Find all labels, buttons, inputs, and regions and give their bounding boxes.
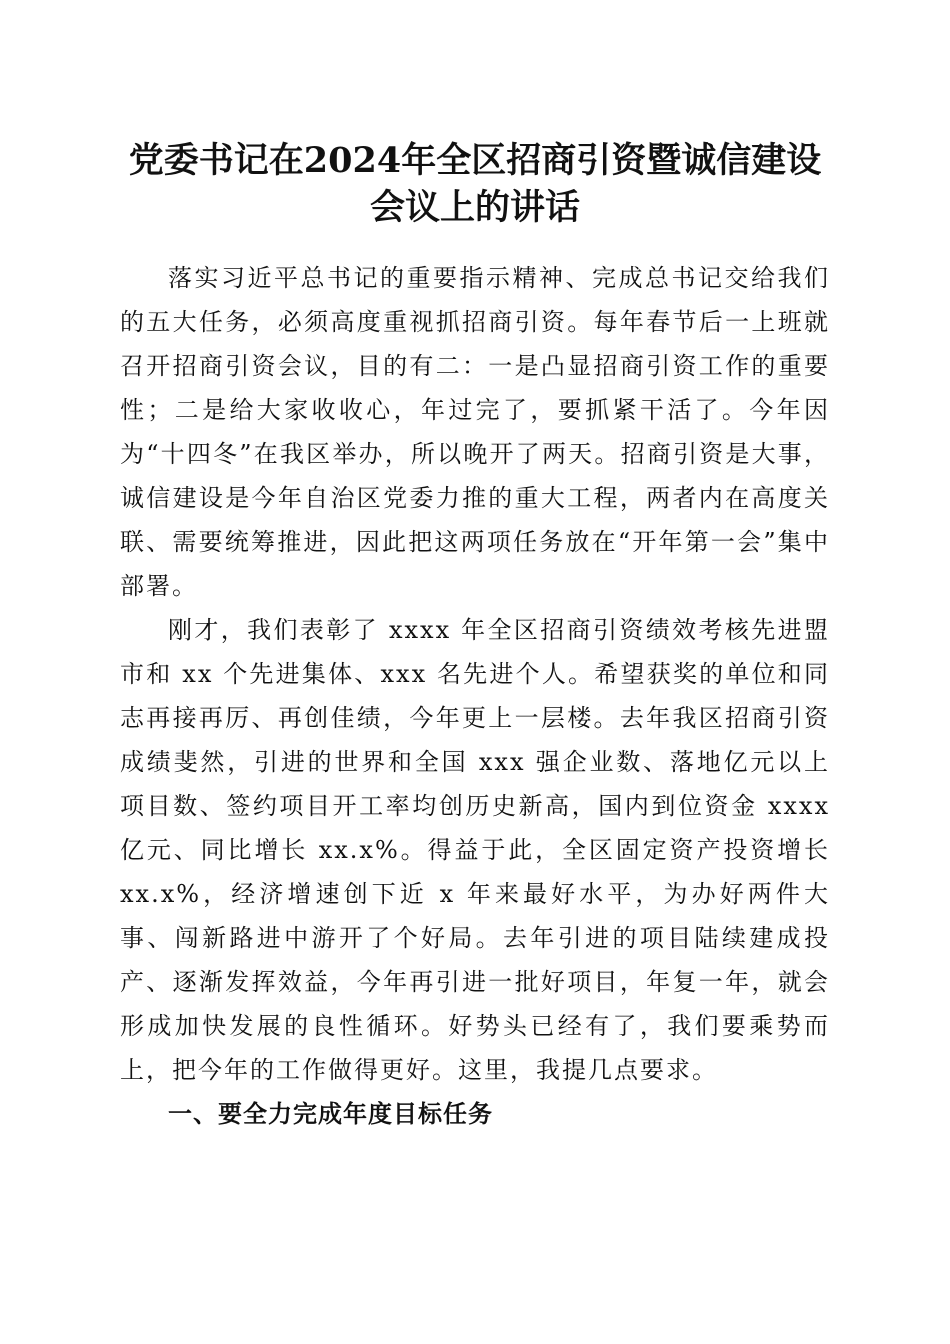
document-title-line-2: 会议上的讲话: [369, 187, 580, 228]
document-body: [120, 256, 830, 1136]
body-paragraph-1: 落实习近平总书记的重要指示精神、完成总书记交给我们的五大任务，必须高度重视抓招商引资。每年春节后一上班就召开招商引资会议，目的有二：一是凸显招商引资工作的重要性；二是给大家收收心，年过完了，要抓紧干活了。今年因为“十四冬”在我区举办，所以晚开了两天。招商引资是大事，诚信建设是今年自治区党委力推的重大工程，两者内在高度关联、需要统筹推进，因此把这两项任务放在“开年第一会”集中部署。: [120, 264, 830, 600]
body-paragraph-2: 刚才，我们表彰了 xxxx 年全区招商引资绩效考核先进盟市和 xx 个先进集体、xxx 名先进个人。希望获奖的单位和同志再接再厉、再创佳绩，今年更上一层楼。去年我区招商引资成绩斐然，引进的世界和全国 xxx 强企业数、落地亿元以上项目数、签约项目开工率均创历史新高，国内到位资金 xxxx 亿元、同比增长 xx.x%。得益于此，全区固定资产投资增长 xx.x%，经济增速创下近 x 年来最好水平，为办好两件大事、闯新路进中游开了个好局。去年引进的项目陆续建成投产、逐渐发挥效益，今年再引进一批好项目，年复一年，就会形成加快发展的良性循环。好势头已经有了，我们要乘势而上，把今年的工作做得更好。这里，我提几点要求。: [120, 616, 830, 1084]
section-heading: 一、要全力完成年度目标任务: [168, 1100, 493, 1128]
document-title-line-1: 党委书记在2024年全区招商引资暨诚信建设: [128, 140, 822, 181]
